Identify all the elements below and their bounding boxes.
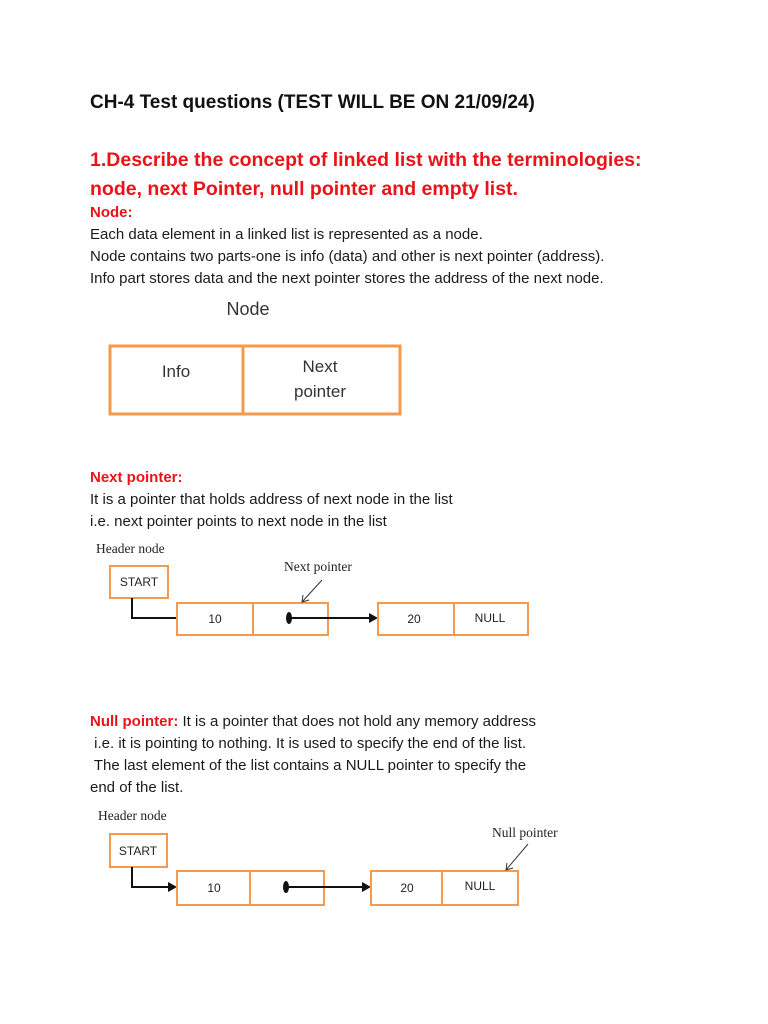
header-node-label-2: Header node xyxy=(98,808,167,823)
node-line-1: Each data element in a linked list is represented as a node. xyxy=(90,226,483,243)
null-pointer-line-2: i.e. it is pointing to nothing. It is used to specify the end of the list. xyxy=(90,735,527,752)
null-caption-leader-line xyxy=(506,844,528,870)
node-line-3: Info part stores data and the next pointer stores the address of the next node. xyxy=(90,270,604,287)
null-pointer-description xyxy=(90,711,536,799)
next-pointer-arrow-head xyxy=(369,613,378,623)
next-pointer-line-2: i.e. next pointer points to next node in the list xyxy=(90,513,387,530)
null-pointer-diagram xyxy=(90,804,580,914)
node-line-2: Node contains two parts-one is info (data) and other is next pointer (address). xyxy=(90,248,605,265)
node-diagram-title: Node xyxy=(226,299,270,319)
node-box xyxy=(110,346,400,414)
node2-box-2 xyxy=(371,871,518,905)
next-pointer-label: Next pointer: xyxy=(90,469,183,486)
start-arrow-head-2 xyxy=(168,882,177,892)
next-part-label-1: Next xyxy=(302,357,338,376)
null-label-2: NULL xyxy=(464,879,496,893)
start-label: START xyxy=(119,575,159,589)
caption-leader-line xyxy=(302,580,322,602)
header-node-label: Header node xyxy=(96,541,165,556)
question-heading xyxy=(90,146,730,204)
node1-value: 10 xyxy=(208,612,222,626)
next-part-label-2: pointer xyxy=(294,382,346,401)
null-label: NULL xyxy=(474,611,506,625)
null-pointer-line-3: The last element of the list contains a NULL pointer to specify the xyxy=(90,757,527,774)
next-pointer-description xyxy=(90,489,453,533)
null-pointer-label: Null pointer: xyxy=(90,713,179,730)
question-line-2: node, next Pointer, null pointer and empty list. xyxy=(90,178,518,200)
null-pointer-line-4: end of the list. xyxy=(90,779,184,796)
next-pointer-arrow-head-2 xyxy=(362,882,371,892)
page-title: CH-4 Test questions (TEST WILL BE ON 21/09/24) xyxy=(90,92,535,113)
null-pointer-caption: Null pointer xyxy=(492,825,558,840)
node2-value-2: 20 xyxy=(400,881,414,895)
node-label: Node: xyxy=(90,204,133,221)
start-arrow-2 xyxy=(132,867,168,887)
node-diagram xyxy=(100,295,410,420)
question-line-1: 1.Describe the concept of linked list with the terminologies: xyxy=(90,149,642,171)
next-pointer-line-1: It is a pointer that holds address of next node in the list xyxy=(90,491,453,508)
start-label-2: START xyxy=(118,844,158,858)
next-pointer-caption: Next pointer xyxy=(284,559,352,574)
next-pointer-diagram xyxy=(90,538,540,643)
null-pointer-line-1 xyxy=(90,711,536,733)
null-pointer-first-line: It is a pointer that does not hold any memory address xyxy=(178,713,537,730)
node-description xyxy=(90,224,604,290)
start-arrow xyxy=(132,598,177,618)
node1-value-2: 10 xyxy=(207,881,221,895)
info-part-label: Info xyxy=(161,362,191,381)
node2-value: 20 xyxy=(407,612,421,626)
